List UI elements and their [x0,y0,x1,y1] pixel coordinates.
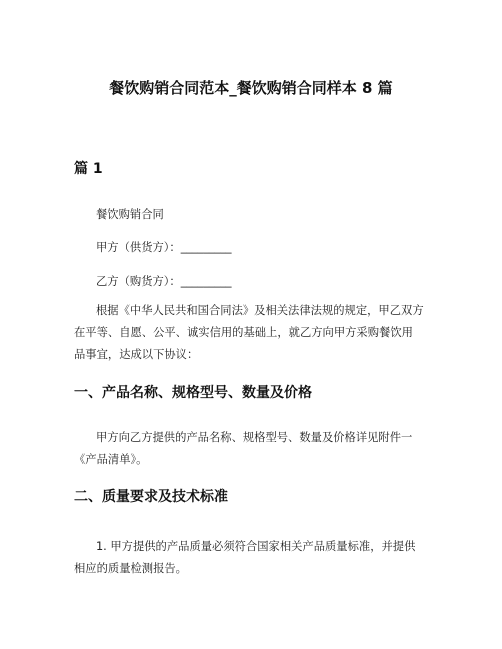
document-title: 餐饮购销合同范本_餐饮购销合同样本 8 篇 [109,79,393,97]
section-1-line: 甲方向乙方提供的产品名称、规格型号、数量及价格详见附件一 [96,431,413,444]
party-a-field: 甲方（供货方）：_________ [96,241,232,254]
intro-line: 根据《中华人民共和国合同法》及相关法律法规的规定，甲乙双方 [96,304,424,317]
section-2-line: 1. 甲方提供的产品质量必须符合国家相关产品质量标准，并提供 [96,540,416,553]
party-b-paragraph [74,271,444,293]
section-1-paragraph [74,427,444,471]
section-2-line: 相应的质量检测报告。 [74,562,187,575]
contract-name-paragraph [74,204,444,226]
intro-paragraph [74,300,444,366]
party-b-field: 乙方（购货方）：_________ [96,275,232,288]
section-1-heading: 一、产品名称、规格型号、数量及价格 [74,385,312,401]
party-a-paragraph [74,237,444,259]
section-2-heading: 二、质量要求及技术标准 [74,489,228,505]
intro-line: 品事宜，达成以下协议： [74,348,199,361]
contract-name: 餐饮购销合同 [96,208,164,221]
section-1-line: 《产品清单》。 [74,453,148,466]
section-2-paragraph [74,536,444,580]
part-heading: 篇 1 [74,161,103,177]
intro-line: 在平等、自愿、公平、诚实信用的基础上，就乙方向甲方采购餐饮用 [74,326,413,339]
